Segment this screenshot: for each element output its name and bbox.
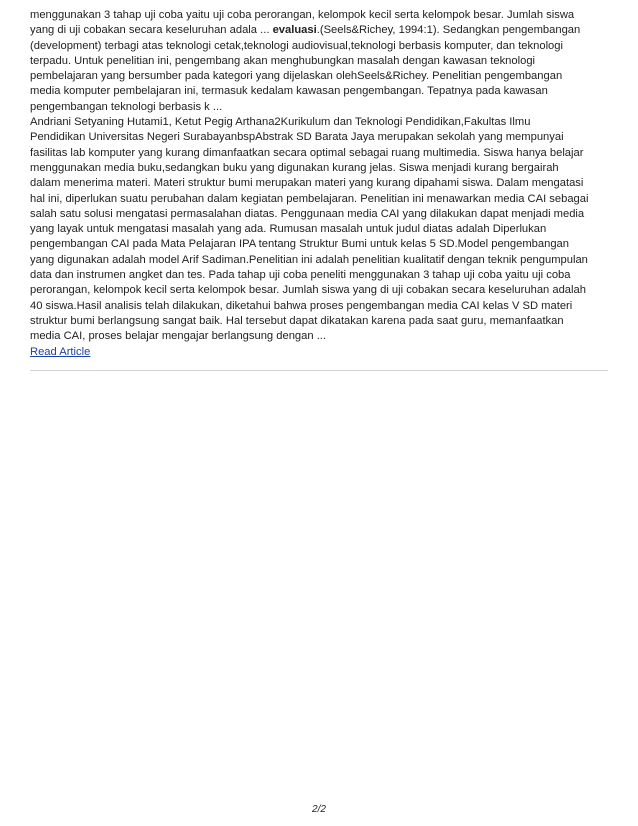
abstract-line: dalam menerima materi. Materi struktur bumi merupakan materi yang kurang dipahami siswa. Dalam mengatasi	[30, 177, 584, 190]
abstract-line: yang layak untuk mengatasi masalah yang ada. Rumusan masalah untuk judul diatas adalah Diperlukan	[30, 223, 547, 236]
excerpt-line: terpadu. Untuk penelitian ini, pengembang akan menghubungkan masalah dengan kawasan teknologi	[30, 54, 536, 67]
excerpt-line: pengembangan teknologi berbasis k ...	[30, 100, 223, 113]
abstract-line: hal ini, diperlukan suatu perubahan dalam kegiatan pembelajaran. Penelitian ini menawarkan media CAI sebagai	[30, 192, 589, 205]
excerpt-text: yang di uji cobakan secara keseluruhan adala ...	[30, 24, 273, 37]
excerpt-line: pembelajaran yang bersumber pada kategori yang dijelaskan olehSeels&Richey. Penelitian pengembangan	[30, 70, 563, 83]
abstract-line: media CAI, proses belajar mengajar berlangsung dengan ...	[30, 330, 327, 343]
page-number: 2/2	[312, 804, 326, 815]
abstract-line: yang digunakan adalah model Arif Sadiman.Penelitian ini adalah penelitian kualitatif dengan teknik pengumpulan	[30, 253, 588, 266]
search-result-excerpt	[30, 8, 610, 115]
abstract-line: salah satu solusi mengatasi permasalahan diatas. Penggunaan media CAI yang dilakukan dapat menjadi media	[30, 207, 585, 220]
abstract-line: Pendidikan Universitas Negeri SurabayanbspAbstrak SD Barata Jaya merupakan sekolah yang mempunyai	[30, 131, 564, 144]
article-abstract	[30, 115, 610, 344]
abstract-line: menggunakan media buku,sedangkan buku yang digunakan kurang jelas. Siswa menjadi kurang bergairah	[30, 161, 559, 174]
read-article-link[interactable]: Read Article	[30, 345, 91, 358]
abstract-line: perorangan, kelompok kecil serta kelompok besar. Jumlah siswa yang di uji cobakan secara keseluruhan adalah	[30, 284, 586, 297]
section-divider	[30, 370, 608, 371]
abstract-line: data dan instrumen angket dan tes. Pada tahap uji coba peneliti menggunakan 3 tahap uji coba yaitu uji coba	[30, 269, 571, 282]
abstract-line: fasilitas lab komputer yang kurang dimanfaatkan secara optimal sebagai ruang multimedia. Siswa hanya belajar	[30, 146, 584, 159]
abstract-line: 40 siswa.Hasil analisis telah dilakukan, diketahui bahwa proses pengembangan media CAI kelas V SD materi	[30, 299, 573, 312]
excerpt-line: menggunakan 3 tahap uji coba yaitu uji coba perorangan, kelompok kecil serta kelompok besar. Jumlah siswa	[30, 9, 575, 21]
abstract-line: Andriani Setyaning Hutami1, Ketut Pegig Arthana2Kurikulum dan Teknologi Pendidikan,Fakultas Ilmu	[30, 116, 531, 129]
excerpt-text: .(Seels&Richey, 1994:1). Sedangkan pengembangan	[316, 24, 581, 37]
excerpt-line: media komputer pembelajaran ini, termasuk kedalam kawasan pengembangan. Tepatnya pada kawasan	[30, 85, 548, 98]
abstract-line: pengembangan CAI pada Mata Pelajaran IPA tentang Struktur Bumi untuk kelas 5 SD.Model pengembangan	[30, 238, 569, 251]
highlighted-keyword: evaluasi	[272, 24, 317, 37]
excerpt-line	[30, 23, 610, 38]
excerpt-line: (development) terbagi atas teknologi cetak,teknologi audiovisual,teknologi berbasis komputer, dan teknologi	[30, 39, 563, 52]
document-body	[30, 8, 610, 360]
abstract-line: struktur bumi berlangsung sangat baik. Hal tersebut dapat dikatakan karena pada saat guru, memanfaatkan	[30, 314, 564, 327]
